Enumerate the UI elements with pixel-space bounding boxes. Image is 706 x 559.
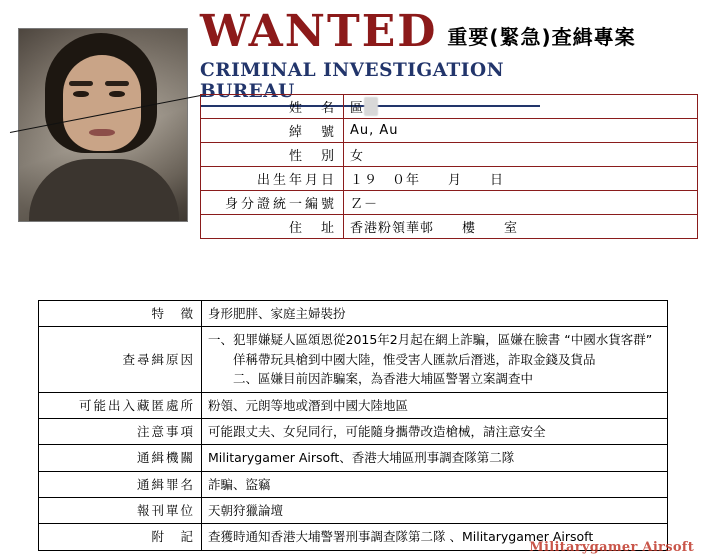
wanted-poster-header xyxy=(0,0,706,265)
identity-label-id-number: 身分證統一編號 xyxy=(201,191,344,215)
table-row xyxy=(201,167,698,191)
wanted-title: WANTED xyxy=(200,6,438,57)
detail-label-publisher: 報刊單位 xyxy=(39,498,202,524)
watermark: Militarygamer Airsoft xyxy=(529,540,694,555)
table-row xyxy=(201,95,698,119)
wanted-title-line xyxy=(200,6,698,57)
detail-line: 查獲時通知香港大埔警署刑事調查隊第二隊 、Militarygamer Airsoft xyxy=(208,529,594,545)
photo-eye-left xyxy=(73,91,89,97)
identity-value-gender: 女 xyxy=(344,143,698,167)
detail-line: Militarygamer Airsoft、香港大埔區刑事調查隊第二隊 xyxy=(208,450,515,466)
photo-mouth xyxy=(89,129,115,136)
identity-value-id-number: Ｚ－ xyxy=(344,191,698,215)
identity-value-address: 香港粉領華邨 樓 室 xyxy=(344,215,698,239)
table-row xyxy=(201,119,698,143)
detail-label-notes: 附 記 xyxy=(39,524,202,550)
identity-value-name xyxy=(344,95,698,119)
detail-value-charges xyxy=(202,471,668,497)
detail-line: 佯稱帶玩具槍到中國大陸，惟受害人匯款后潛逃，詐取金錢及貨品 xyxy=(208,351,596,367)
identity-label-dob: 出生年月日 xyxy=(201,167,344,191)
detail-line: 天朝狩獵論壇 xyxy=(208,503,284,518)
detail-label-agency: 通緝機關 xyxy=(39,445,202,471)
identity-label-name: 姓 名 xyxy=(201,95,344,119)
detail-line: 詐騙、盜竊 xyxy=(208,476,271,492)
identity-value-alias: Au, Au xyxy=(344,119,698,143)
detail-value-reason xyxy=(202,327,668,392)
table-row xyxy=(39,418,668,444)
detail-value-hideouts xyxy=(202,392,668,418)
detail-label-reason: 查尋緝原因 xyxy=(39,327,202,392)
photo-eye-right xyxy=(109,91,125,97)
table-row xyxy=(39,327,668,392)
identity-label-gender: 性 別 xyxy=(201,143,344,167)
detail-line: 身形肥胖、家庭主婦裝扮 xyxy=(208,306,346,321)
detail-value-publisher xyxy=(202,498,668,524)
table-row xyxy=(201,191,698,215)
photo-brow-right xyxy=(105,81,129,86)
identity-label-address: 住 址 xyxy=(201,215,344,239)
photo-face xyxy=(63,55,141,151)
detail-label-hideouts: 可能出入藏匿處所 xyxy=(39,392,202,418)
detail-value-features xyxy=(202,301,668,327)
detail-line: 可能跟丈夫、女兒同行，可能隨身攜帶改造槍械，請注意安全 xyxy=(208,423,546,439)
identity-label-alias: 綽 號 xyxy=(201,119,344,143)
title-block xyxy=(200,6,698,107)
redacted-name xyxy=(364,97,378,116)
identity-table xyxy=(200,94,698,239)
bureau-title: CRIMINAL INVESTIGATION BUREAU xyxy=(200,60,540,107)
detail-value-agency xyxy=(202,445,668,471)
detail-label-features: 特 徵 xyxy=(39,301,202,327)
identity-value-dob: １９ ０年 月 日 xyxy=(344,167,698,191)
table-row xyxy=(39,498,668,524)
table-row xyxy=(201,215,698,239)
table-row xyxy=(39,471,668,497)
table-row xyxy=(39,301,668,327)
photo-brow-left xyxy=(69,81,93,86)
detail-label-charges: 通緝罪名 xyxy=(39,471,202,497)
detail-line: 粉領、元朗等地或潛到中國大陸地區 xyxy=(208,397,409,413)
detail-label-caution: 注意事項 xyxy=(39,418,202,444)
detail-value-caution xyxy=(202,418,668,444)
detail-line: 一、犯罪嫌疑人區頌恩從2015年2月起在網上詐騙，區嫌在臉書 “中國水貨客群” xyxy=(208,332,653,348)
detail-line: 二、區嫌目前因詐騙案，為香港大埔區警署立案調查中 xyxy=(208,371,534,387)
wanted-subtitle-cjk: 重要(緊急)查緝專案 xyxy=(447,25,636,49)
table-row xyxy=(201,143,698,167)
table-row xyxy=(39,392,668,418)
details-table xyxy=(38,300,668,551)
identity-value-name-text: 區 xyxy=(350,101,365,116)
table-row xyxy=(39,445,668,471)
